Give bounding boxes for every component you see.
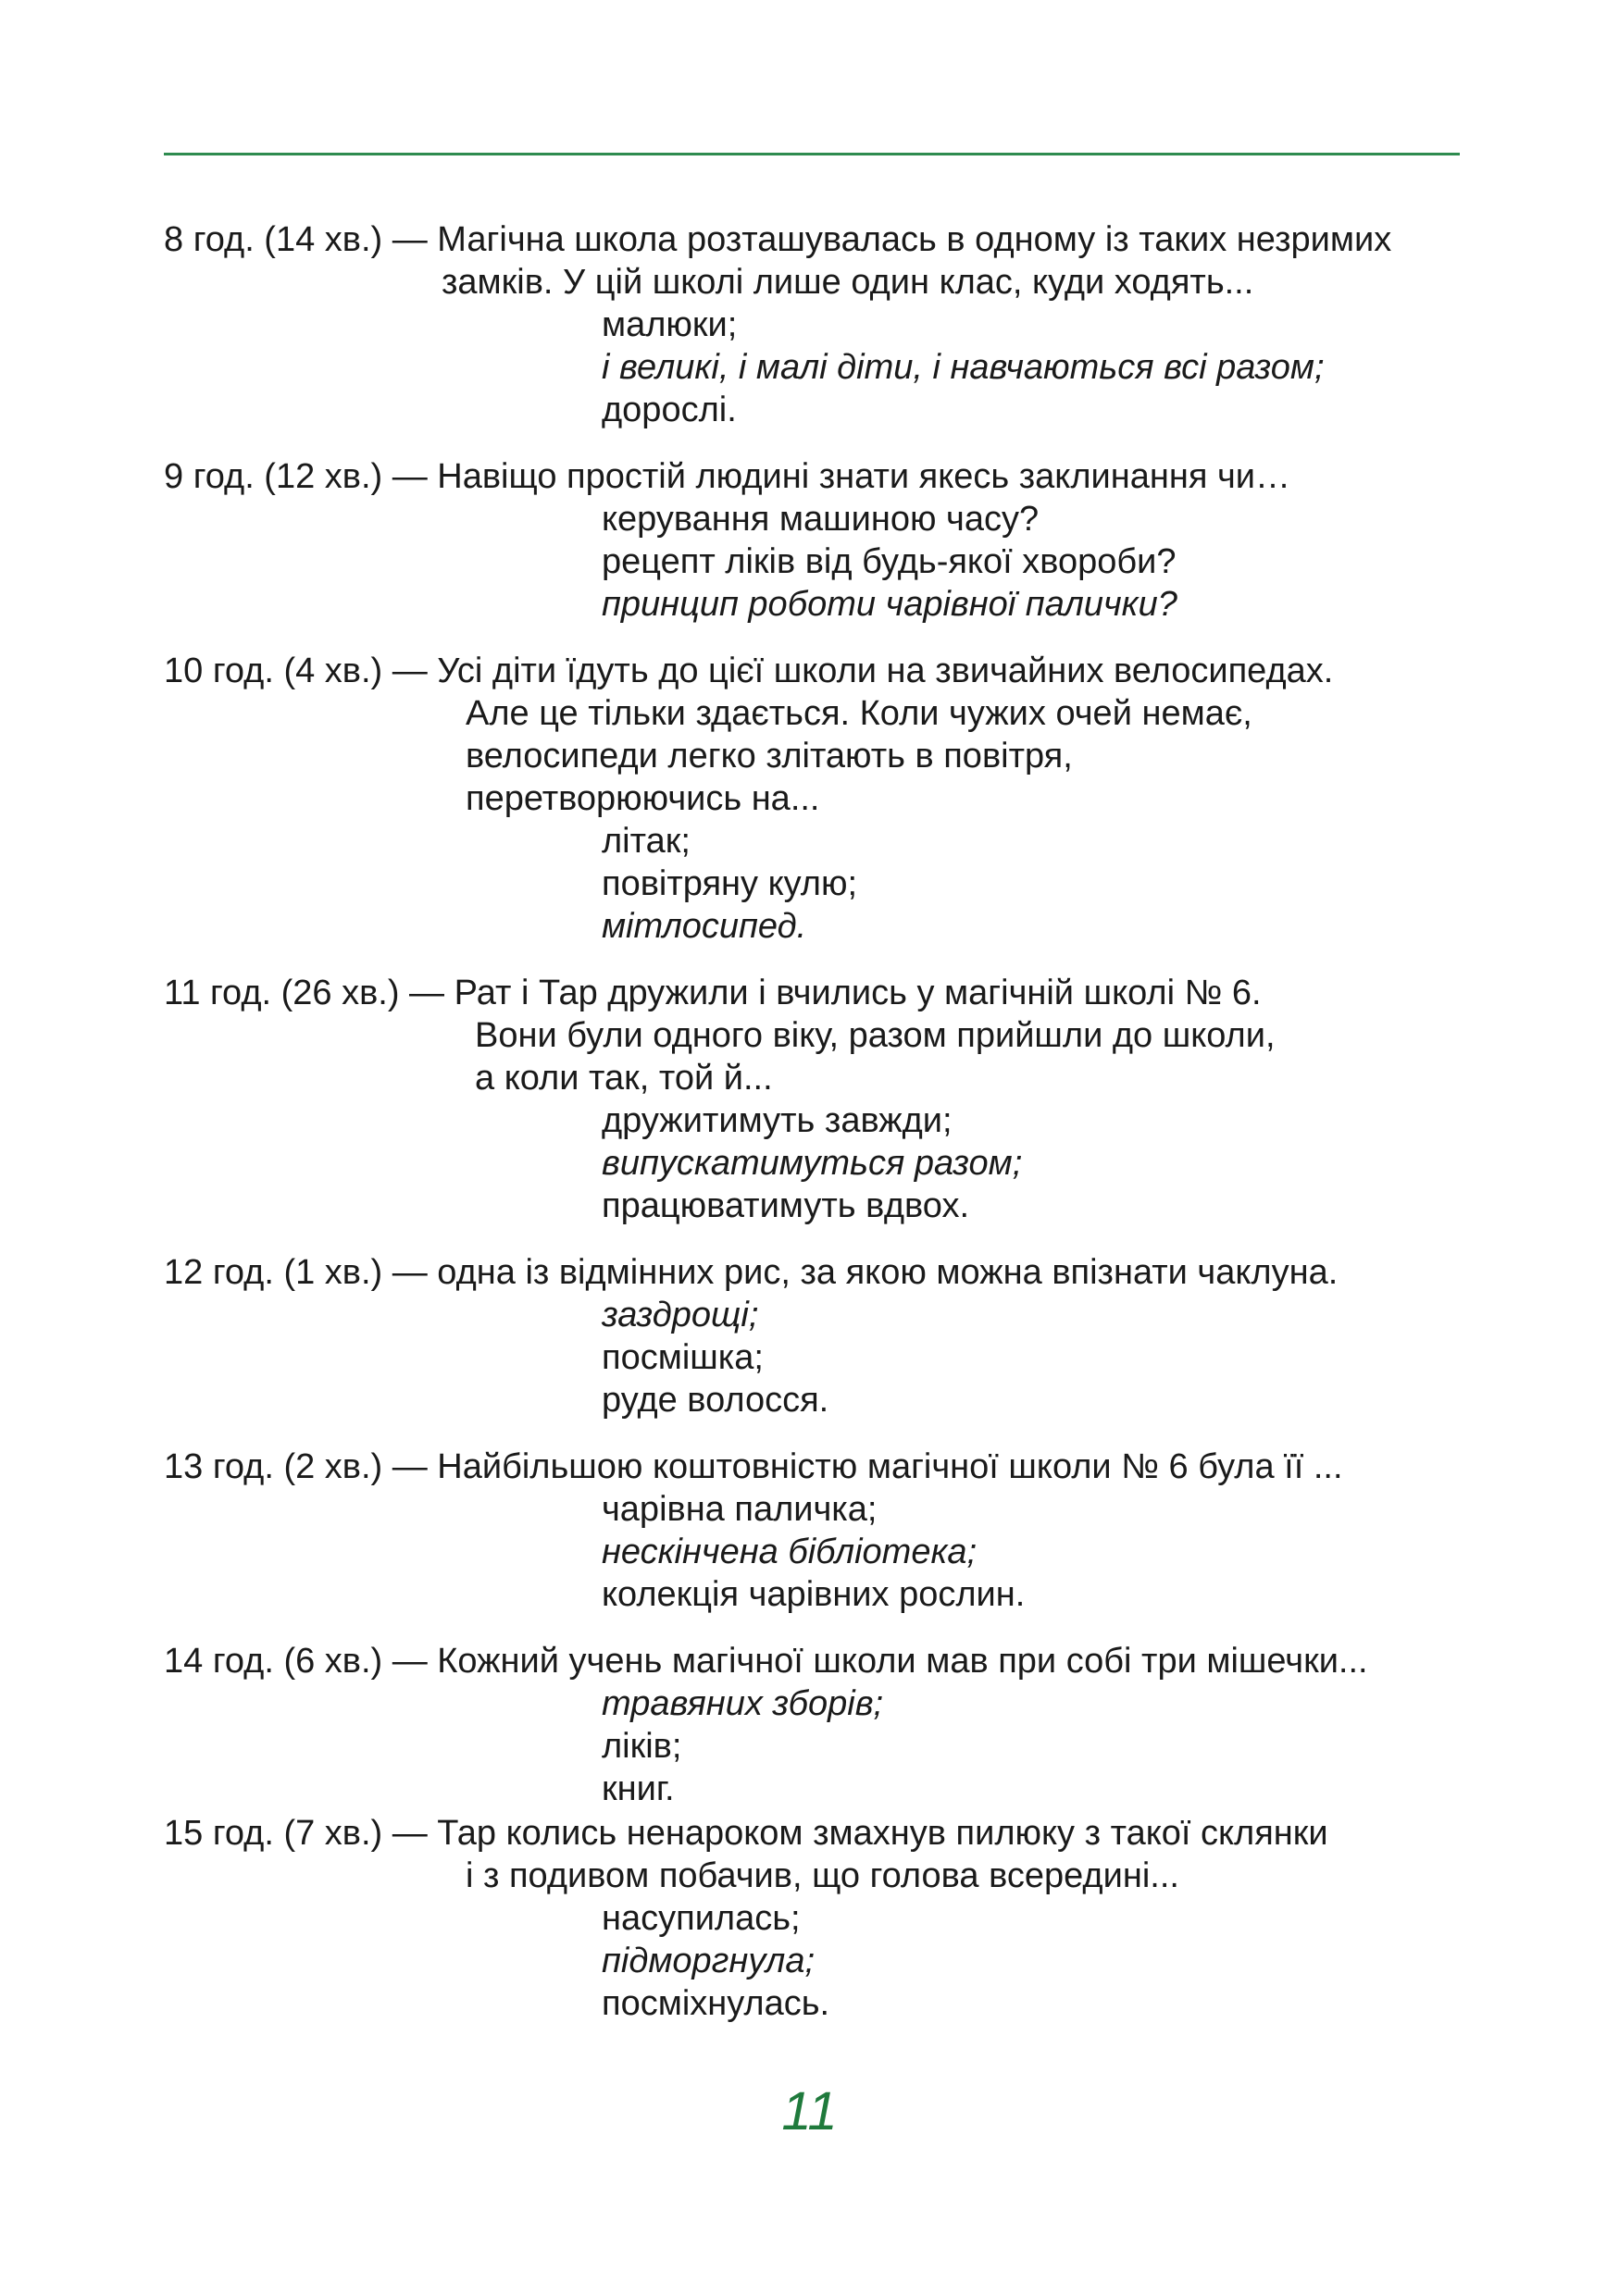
answer-option: принцип роботи чарівної палички? [602, 585, 1177, 624]
answer-option: насупилась; [602, 1899, 801, 1938]
answer-option: рецепт ліків від будь-якої хвороби? [602, 542, 1177, 581]
question-11 [164, 972, 1478, 1227]
answer-option: підморгнула; [602, 1942, 816, 1980]
answer-option: ліків; [602, 1727, 682, 1766]
question-lead: 13 год. (2 хв.) — Найбільшою коштовністю магічної школи № 6 була її ... [164, 1447, 1343, 1486]
answer-option: мітлосипед. [602, 907, 807, 946]
question-lead: 11 год. (26 хв.) — Рат і Тар дружили і вчились у магічній школі № 6. [164, 974, 1262, 1012]
question-continuation: Але це тільки здається. Коли чужих очей немає, [466, 694, 1252, 733]
quiz-content [164, 218, 1478, 2049]
header-rule [164, 153, 1460, 155]
question-lead: 10 год. (4 хв.) — Усі діти їдуть до цієї школи на звичайних велосипедах. [164, 652, 1334, 690]
answer-option: дорослі. [602, 391, 737, 429]
question-8 [164, 218, 1478, 431]
question-14 [164, 1640, 1478, 1810]
question-lead: 15 год. (7 хв.) — Тар колись ненароком змахнув пилюку з такої склянки [164, 1814, 1328, 1853]
question-continuation: велосипеди легко злітають в повітря, [466, 737, 1073, 776]
answer-option: нескінчена бібліотека; [602, 1533, 978, 1571]
question-9 [164, 455, 1478, 626]
answer-option: посміхнулась. [602, 1984, 830, 2023]
question-lead: 9 год. (12 хв.) — Навіщо простій людині знати якесь заклинання чи… [164, 457, 1291, 496]
page-number: 11 [781, 2081, 838, 2141]
question-13 [164, 1446, 1478, 1616]
answer-option: працюватимуть вдвох. [602, 1186, 970, 1225]
question-lead: 12 год. (1 хв.) — одна із відмінних рис, за якою можна впізнати чаклуна. [164, 1253, 1339, 1292]
answer-option: літак; [602, 822, 691, 861]
question-lead: 14 год. (6 хв.) — Кожний учень магічної школи мав при собі три мішечки... [164, 1642, 1368, 1681]
answer-option: малюки; [602, 305, 738, 344]
answer-option: заздрощі; [602, 1296, 759, 1334]
answer-option: колекція чарівних рослин. [602, 1575, 1026, 1614]
question-continuation: перетворюючись на... [466, 779, 820, 818]
question-10 [164, 650, 1478, 948]
answer-option: руде волосся. [602, 1381, 829, 1420]
question-continuation: а коли так, той й... [475, 1059, 773, 1098]
answer-option: випускатимуться разом; [602, 1144, 1023, 1183]
answer-option: чарівна паличка; [602, 1490, 878, 1529]
answer-option: травяних зборів; [602, 1684, 884, 1723]
answer-option: керування машиною часу? [602, 500, 1040, 539]
answer-option: посмішка; [602, 1338, 764, 1377]
answer-option: повітряну кулю; [602, 864, 858, 903]
question-continuation: і з подивом побачив, що голова всередині... [466, 1856, 1179, 1895]
question-continuation: Вони були одного віку, разом прийшли до школи, [475, 1016, 1276, 1055]
question-12 [164, 1251, 1478, 1421]
answer-option: книг. [602, 1769, 675, 1808]
answer-option: і великі, і малі діти, і навчаються всі разом; [602, 348, 1325, 387]
answer-option: дружитимуть завжди; [602, 1101, 953, 1140]
question-lead: 8 год. (14 хв.) — Магічна школа розташувалась в одному із таких незримих [164, 220, 1392, 259]
question-15 [164, 1812, 1478, 2025]
question-continuation: замків. У цій школі лише один клас, куди ходять... [442, 263, 1254, 302]
